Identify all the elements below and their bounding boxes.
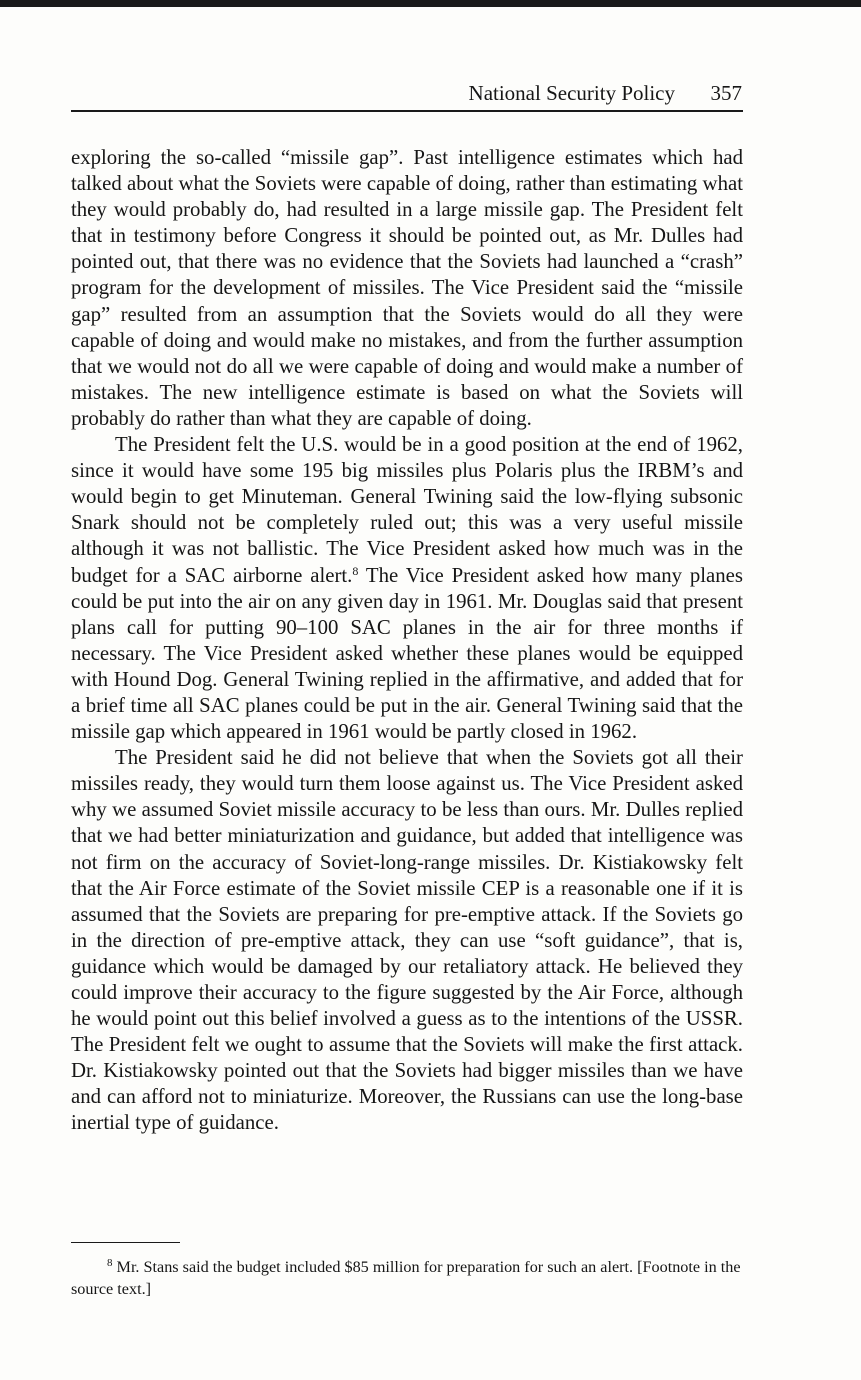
running-header: [71, 78, 743, 112]
footnote-text: Mr. Stans said the budget included $85 million for preparation for such an alert. [Footnote in the source text.]: [71, 1258, 741, 1298]
footnote: [71, 1256, 743, 1300]
running-title: National Security Policy: [468, 81, 675, 105]
paragraph-2: [71, 432, 743, 745]
paragraph-3: The President said he did not believe that when the Soviets got all their missiles ready, they would turn them loose against us. The Vice President asked why we assumed Soviet missile accuracy to be less than ours. Mr. Dulles replied that we had better miniaturization and guidance, but added that intelligence was not firm on the accuracy of Soviet-long-range missiles. Dr. Kistiakowsky felt that the Air Force estimate of the Soviet missile CEP is a reasonable one if it is assumed that the Soviets are preparing for pre-emptive attack. If the Soviets go in the direction of pre-emptive attack, they can use “soft guidance”, that is, guidance which would be damaged by our retaliatory attack. He believed they could improve their accuracy to the figure suggested by the Air Force, although he would point out this belief involved a guess as to the intentions of the USSR. The President felt we ought to assume that the Soviets will make the first attack. Dr. Kistiakowsky pointed out that the Soviets had bigger missiles than we have and can afford not to miniaturize. Moreover, the Russians can use the long-base inertial type of guidance.: [71, 746, 743, 1135]
paragraph-2-part-1: The President felt the U.S. would be in a good position at the end of 1962, since it would have some 195 big missiles plus Polaris plus the IRBM’s and would begin to get Minuteman. General Twining said the low-flying subsonic Snark should not be completely ruled out; this was a very useful missile although it was not ballistic. The Vice President asked how much was in the budget for a SAC airborne alert.: [71, 433, 743, 587]
body-text: [71, 145, 743, 1137]
footnote-number: 8: [107, 1257, 113, 1269]
paragraph-1: exploring the so-called “missile gap”. Past intelligence estimates which had talked about what the Soviets were capable of doing, rather than estimating what they would probably do, had resulted in a large missile gap. The President felt that in testimony before Congress it should be pointed out, as Mr. Dulles had pointed out, that there was no evidence that the Soviets had launched a “crash” program for the development of missiles. The Vice President said the “missile gap” resulted from an assumption that the Soviets would do all they were capable of doing and would make no mistakes, and from the further assumption that we would not do all we were capable of doing and would make a number of mistakes. The new intelligence estimate is based on what the Soviets will probably do rather than what they are capable of doing.: [71, 146, 743, 430]
footnote-reference[interactable]: 8: [352, 563, 359, 578]
page-number: 357: [710, 81, 742, 105]
paragraph-2-part-2: The Vice President asked how many planes could be put into the air on any given day in 1961. Mr. Douglas said that present plans call for putting 90–100 SAC planes in the air for three months if necessary. The Vice President asked whether these planes would be equipped with Hound Dog. General Twining replied in the affirmative, and added that for a brief time all SAC planes could be put in the air. General Twining said that the missile gap which appeared in 1961 would be partly closed in 1962.: [71, 563, 743, 744]
footnote-divider: [71, 1242, 180, 1243]
page-top-edge: [0, 0, 861, 7]
